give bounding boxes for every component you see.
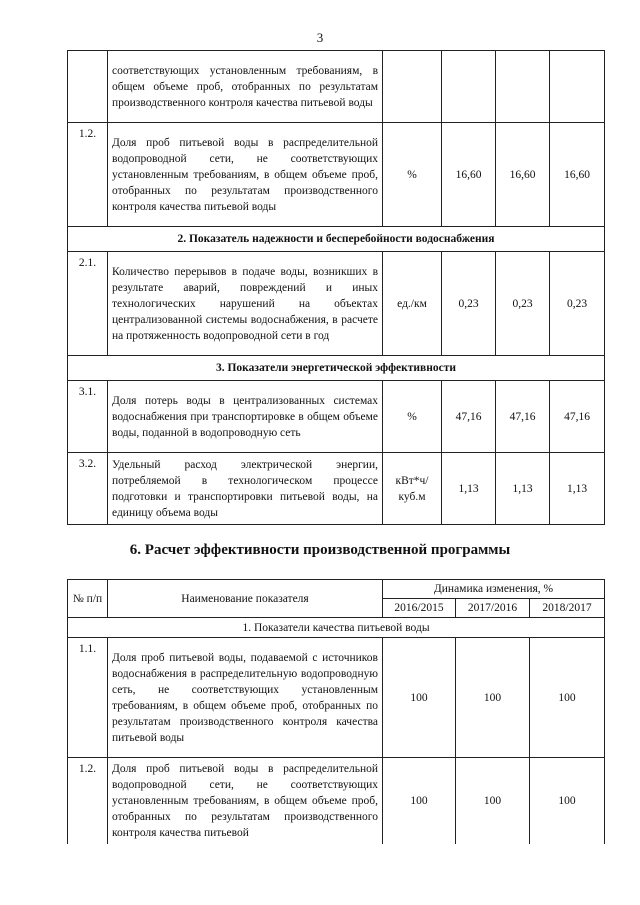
page-number: 3 <box>316 30 324 45</box>
indicators-table <box>67 50 605 525</box>
value-cell: 1,13 <box>550 453 605 525</box>
value-cell: 16,60 <box>442 123 496 227</box>
value-cell: 100 <box>530 638 605 758</box>
unit-cell: % <box>383 123 442 227</box>
dynamics-header: Динамика изменения, % <box>383 580 605 599</box>
value-cell <box>496 51 550 123</box>
table-row <box>68 252 605 356</box>
value-cell: 1,13 <box>442 453 496 525</box>
section-title: 1. Показатели качества питьевой воды <box>68 618 605 638</box>
unit-cell: % <box>383 381 442 453</box>
value-cell: 47,16 <box>442 381 496 453</box>
indicator-description: соответствующих установленным требованиям, в общем объеме проб, отобранных по результатам производственного контроля качества питьевой воды <box>108 51 383 123</box>
year-header: 2018/2017 <box>530 599 605 618</box>
table-row <box>68 453 605 525</box>
year-header: 2016/2015 <box>383 599 456 618</box>
section-row <box>68 618 605 638</box>
name-header: Наименование показателя <box>108 580 383 618</box>
value-cell: 100 <box>530 758 605 844</box>
table-row <box>68 758 605 844</box>
unit-cell: кВт*ч/ куб.м <box>383 453 442 525</box>
row-number <box>68 51 108 123</box>
section-heading: 6. Расчет эффективности производственной программы <box>129 542 511 558</box>
indicator-description: Доля потерь воды в централизованных системах водоснабжения при транспортировке в общем объеме воды, поданной в водопроводную сеть <box>108 381 383 453</box>
value-cell: 47,16 <box>550 381 605 453</box>
indicator-description: Доля проб питьевой воды в распределительной водопроводной сети, не соответствующих установленным требованиям, в общем объеме проб, отобранных по результатам производственного контроля качества питьевой воды <box>108 123 383 227</box>
section-row <box>68 356 605 381</box>
row-number: 3.2. <box>68 453 108 525</box>
value-cell: 100 <box>456 638 530 758</box>
table-row <box>68 51 605 123</box>
unit-cell <box>383 51 442 123</box>
unit-cell: ед./км <box>383 252 442 356</box>
row-number: 1.2. <box>68 123 108 227</box>
value-cell: 100 <box>383 758 456 844</box>
value-cell: 100 <box>383 638 456 758</box>
indicator-description: Количество перерывов в подаче воды, возникших в результате аварий, повреждений и иных технологических нарушений на объектах централизованной системы водоснабжения, в расчете на протяженность водопроводной сети в год <box>108 252 383 356</box>
row-number: 2.1. <box>68 252 108 356</box>
section-row <box>68 227 605 252</box>
number-header: № п/п <box>68 580 108 618</box>
header-row <box>68 580 605 599</box>
value-cell: 0,23 <box>496 252 550 356</box>
value-cell: 16,60 <box>496 123 550 227</box>
value-cell: 100 <box>456 758 530 844</box>
indicator-description: Удельный расход электрической энергии, потребляемой в технологическом процессе подготовки и транспортировки питьевой воды, на единицу объема воды <box>108 453 383 525</box>
value-cell <box>550 51 605 123</box>
row-number: 1.1. <box>68 638 108 758</box>
value-cell: 47,16 <box>496 381 550 453</box>
section-title: 2. Показатель надежности и бесперебойности водоснабжения <box>68 227 605 252</box>
value-cell: 0,23 <box>550 252 605 356</box>
indicator-description: Доля проб питьевой воды в распределительной водопроводной сети, не соответствующих установленным требованиям, в общем объеме проб, отобранных по результатам производственного контроля качества питьевой <box>108 758 383 844</box>
table-row <box>68 123 605 227</box>
section-title: 3. Показатели энергетической эффективности <box>68 356 605 381</box>
value-cell <box>442 51 496 123</box>
row-number: 3.1. <box>68 381 108 453</box>
year-header: 2017/2016 <box>456 599 530 618</box>
efficiency-table <box>67 579 605 844</box>
indicator-description: Доля проб питьевой воды, подаваемой с источников водоснабжения в распределительную водопроводную сеть, не соответствующих установленным требованиям, в общем объеме проб, отобранных по результатам производственного контроля качества питьевой воды <box>108 638 383 758</box>
value-cell: 16,60 <box>550 123 605 227</box>
table-row <box>68 381 605 453</box>
row-number: 1.2. <box>68 758 108 844</box>
value-cell: 0,23 <box>442 252 496 356</box>
value-cell: 1,13 <box>496 453 550 525</box>
table-row <box>68 638 605 758</box>
